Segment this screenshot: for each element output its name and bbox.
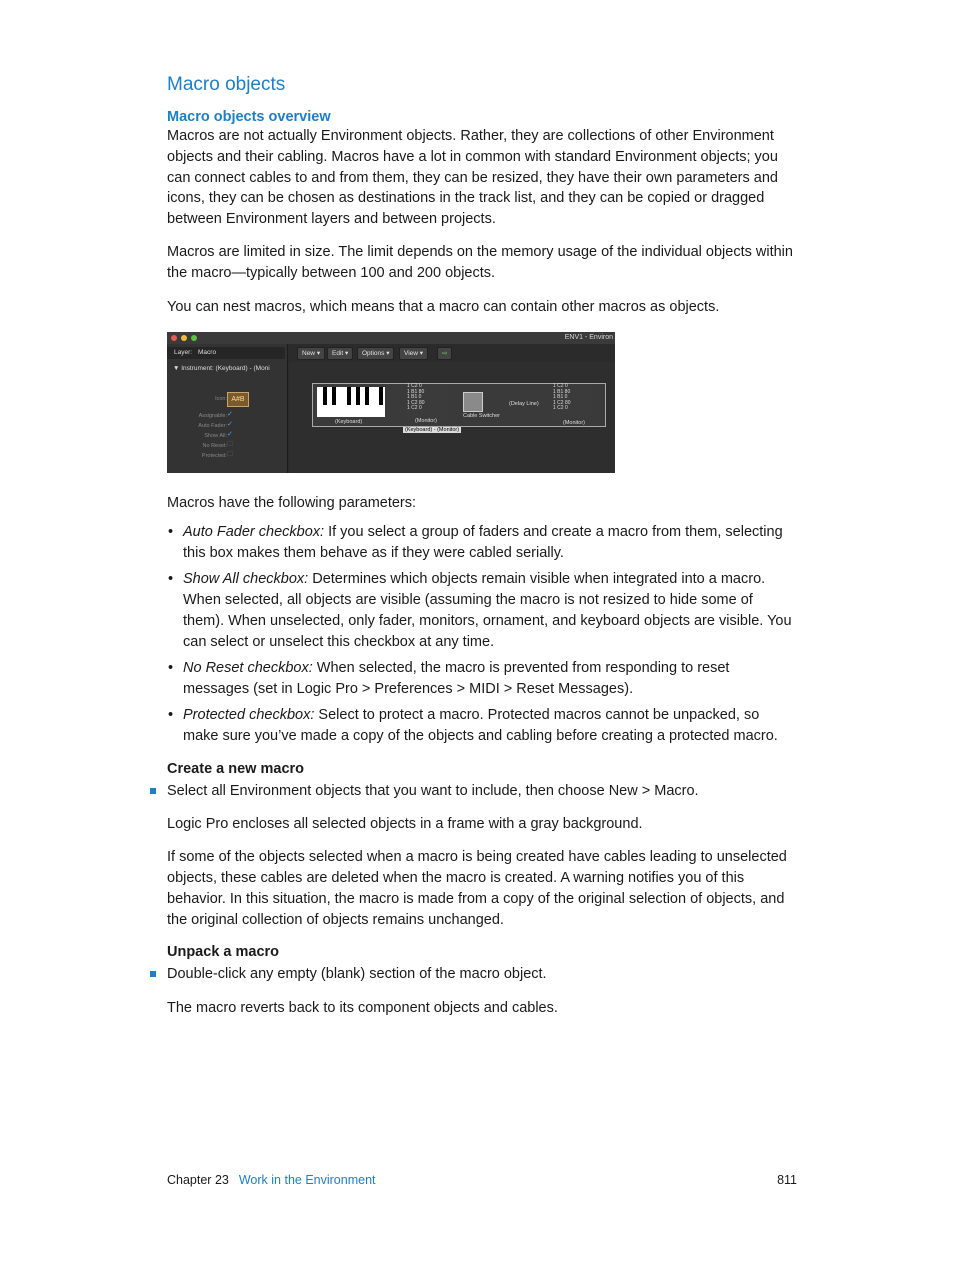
icon-param-label: Icon: <box>215 396 227 403</box>
page-content <box>167 72 797 1019</box>
environment-screenshot <box>167 332 615 473</box>
step-square-icon <box>150 788 156 794</box>
task-result: The macro reverts back to its component objects and cables. <box>167 999 558 1016</box>
keyboard-object <box>317 387 385 417</box>
params-list <box>167 522 797 746</box>
checkmark-icon: ✓ <box>227 431 233 439</box>
list-item: • Show All checkbox: Determines which objects remain visible when integrated into a macro. When selected, all objects are visible (assuming the macro is not resized to hide some of them). When unselected, only fader, monitors, ornament, and keyboard objects are visible. You can select or unselect this checkbox at any time. <box>168 571 792 650</box>
subsection-title: Macro objects overview <box>167 109 331 125</box>
monitor-object-2: 1 C2 0 1 B1 80 1 B1 0 1 C2 80 1 C2 0 <box>553 384 593 418</box>
task-result: Logic Pro encloses all selected objects in a frame with a gray background. <box>167 815 643 832</box>
layer-row <box>167 347 285 359</box>
param-assignable: Assignable: <box>198 413 227 420</box>
page-footer <box>167 1173 797 1187</box>
view-menu: View ▾ <box>399 347 428 360</box>
cable-switcher-object <box>463 392 483 412</box>
zoom-icon <box>191 335 197 341</box>
list-item: • Protected checkbox: Select to protect a macro. Protected macros cannot be unpacked, so make sure you’ve made a copy of the objects and cabling before creating a protected macro. <box>168 707 778 744</box>
list-item: • Auto Fader checkbox: If you select a group of faders and create a macro from them, selecting this box makes them behave as if they were cabled serially. <box>168 524 783 561</box>
window-title: ENV1 - Environ <box>564 334 613 342</box>
page-number: 811 <box>777 1173 797 1187</box>
param-auto-fader: Auto Fader: <box>198 423 227 430</box>
layer-value: Macro <box>198 349 217 357</box>
new-menu: New ▾ <box>297 347 325 360</box>
task-step: Double-click any empty (blank) section of the macro object. <box>167 964 797 985</box>
layer-label: Layer: <box>174 349 193 357</box>
empty-checkbox-icon: ☐ <box>227 441 234 449</box>
instrument-label: ▼ Instrument: (Keyboard) - (Moni <box>173 365 270 373</box>
task-create-macro-title: Create a new macro <box>167 760 305 777</box>
intro-paragraph-1: Macros are not actually Environment objects. Rather, they are collections of other Environment objects and their cabling. Macros have a lot in common with standard Environment objects; you can connect cables to and from them, they can be resized, they have their own parameters and icons, they can be chosen as destinations in the track list, and they can be copied or dragged between Environment layers and between projects. <box>167 128 778 228</box>
section-title: Macro objects <box>167 74 286 95</box>
cable-switcher-label: Cable Switcher <box>463 413 500 420</box>
list-item: • No Reset checkbox: When selected, the macro is prevented from responding to reset messages (set in Logic Pro > Preferences > MIDI > Reset Messages). <box>168 659 730 697</box>
step-square-icon <box>150 971 156 977</box>
edit-menu: Edit ▾ <box>327 347 353 360</box>
environment-toolbar <box>291 347 615 359</box>
task-step: Select all Environment objects that you want to include, then choose New > Macro. <box>167 781 797 802</box>
monitor-2-label: (Monitor) <box>563 420 586 427</box>
task-note: If some of the objects selected when a macro is being created have cables leading to unselected objects, these cables are deleted when the macro is created. A warning notifies you of this behavior. In this situation, the macro is made from a copy of the original selection of objects, and the original collection of objects remains unchanged. <box>167 849 787 928</box>
monitor-1-label: (Monitor) <box>415 418 438 425</box>
monitor-object-1: 1 C2 0 1 B1 80 1 B1 0 1 C2 80 1 C2 0 <box>407 384 447 418</box>
macro-frame <box>312 383 606 427</box>
params-intro: Macros have the following parameters: <box>167 495 417 512</box>
footer-chapter: Chapter 23 <box>167 1173 229 1187</box>
footer-chapter-link[interactable]: Work in the Environment <box>238 1173 376 1187</box>
intro-paragraph-2: Macros are limited in size. The limit depends on the memory usage of the individual objects within the macro—typically between 100 and 200 objects. <box>167 244 793 282</box>
empty-checkbox-icon: ☐ <box>227 451 234 459</box>
options-menu: Options ▾ <box>357 347 394 360</box>
screenshot-window <box>167 332 615 473</box>
link-icon: ⇨ <box>437 347 452 360</box>
param-protected: Protected: <box>201 453 227 460</box>
intro-paragraph-3: You can nest macros, which means that a macro can contain other macros as objects. <box>167 298 720 315</box>
inspector-panel <box>167 344 288 473</box>
icon-value: A#B <box>227 392 249 407</box>
window-titlebar <box>167 332 615 344</box>
macro-name-label: (Keyboard) - (Monitor) <box>405 427 460 434</box>
checkmark-icon: ✓ <box>227 411 233 419</box>
param-no-reset: No Reset: <box>202 443 227 450</box>
task-unpack-macro-title: Unpack a macro <box>167 944 280 961</box>
minimize-icon <box>181 335 187 341</box>
close-icon <box>171 335 177 341</box>
param-show-all: Show All: <box>204 433 227 440</box>
keyboard-label: (Keyboard) <box>335 419 363 426</box>
delay-line-label: (Delay Line) <box>509 401 539 408</box>
checkmark-icon: ✓ <box>227 421 233 429</box>
environment-canvas <box>289 362 615 473</box>
